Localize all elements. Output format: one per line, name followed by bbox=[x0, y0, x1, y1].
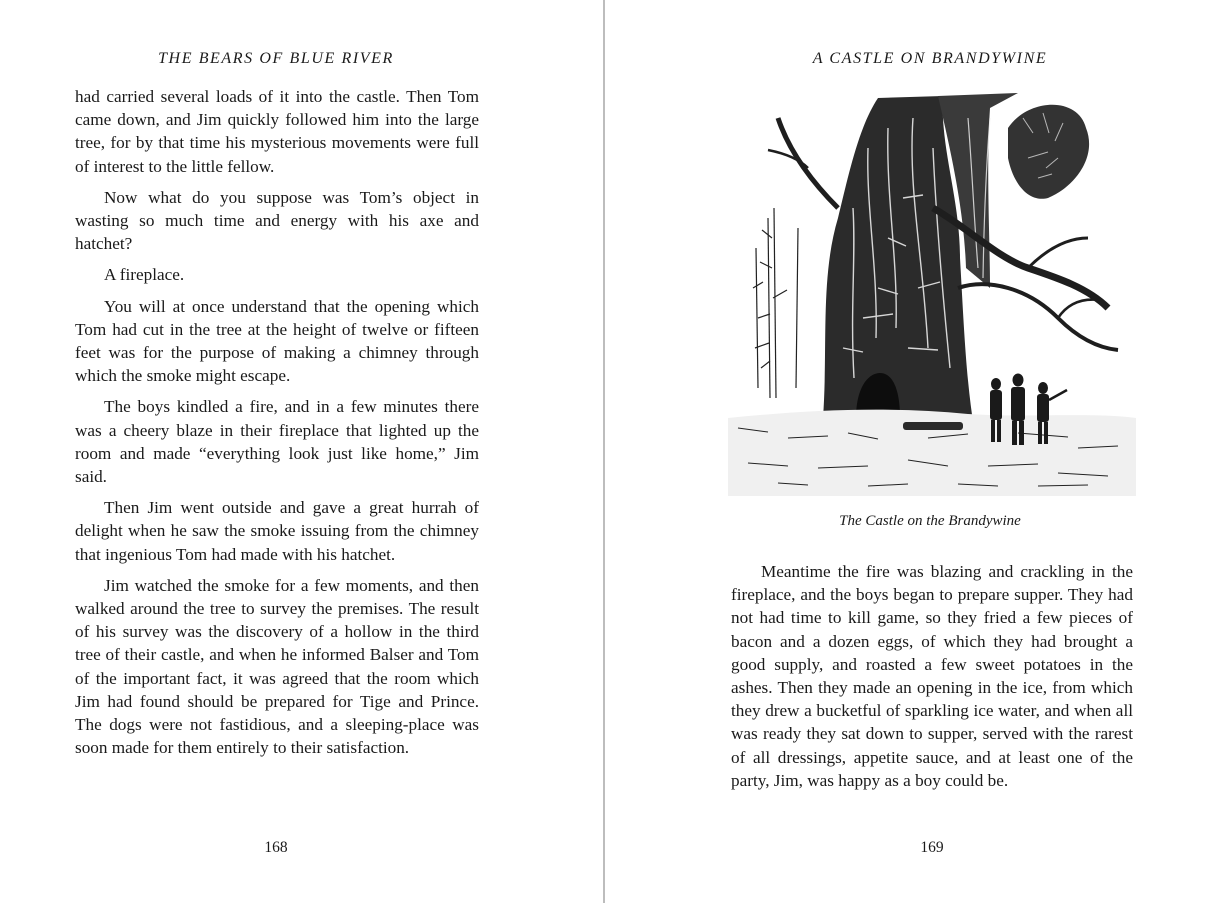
left-text-block bbox=[75, 85, 479, 767]
paragraph: You will at once understand that the opening which Tom had cut in the tree at the height of twelve or fifteen feet was for the purpose of making a chimney through which the smoke might escape. bbox=[75, 296, 479, 386]
paragraph: had carried several loads of it into the castle. Then Tom came down, and Jim quickly followed him into the large tree, for by that time his mysterious movements were full of interest to the little fellow. bbox=[75, 87, 479, 176]
tree-castle-illustration bbox=[728, 88, 1136, 496]
paragraph: Meantime the fire was blazing and crackling in the fireplace, and the boys began to prepare supper. They had not had time to kill game, so they fried a few pieces of bacon and a dozen eggs, of which they had brought a good supply, and roasted a few sweet potatoes in the ashes. Then they made an opening in the ice, from which they drew a bucketful of sparkling ice water, and when all was ready they sat down to supper, served with the rarest of all dressings, appetite sauce, and at least one of the party, Jim, was happy as a boy could be. bbox=[731, 562, 1133, 790]
paragraph: Jim watched the smoke for a few moments, and then walked around the tree to survey the premises. The result of his survey was the discovery of a hollow in the third tree of their castle, and when he informed Balser and Tom of the important fact, it was agreed that the room which Jim had found should be prepared for Tige and Prince. The dogs were not fastidious, and a sleeping-place was soon made for them entirely to their satisfaction. bbox=[75, 575, 479, 758]
right-page-number: 169 bbox=[920, 839, 944, 856]
left-running-head: THE BEARS OF BLUE RIVER bbox=[158, 50, 394, 67]
right-page bbox=[605, 0, 1205, 903]
paragraph: A fireplace. bbox=[104, 265, 185, 285]
paragraph: Now what do you suppose was Tom’s object in wasting so much time and energy with his axe and hatchet? bbox=[75, 187, 479, 254]
paragraph: Then Jim went outside and gave a great hurrah of delight when he saw the smoke issuing from the chimney that ingenious Tom had made with his hatchet. bbox=[75, 498, 479, 564]
right-text-block bbox=[731, 560, 1133, 800]
left-page-number: 168 bbox=[264, 839, 288, 856]
illustration-caption: The Castle on the Brandywine bbox=[839, 513, 1021, 529]
right-running-head: A CASTLE ON BRANDYWINE bbox=[812, 50, 1048, 67]
illustration-drawing bbox=[728, 88, 1136, 496]
paragraph: The boys kindled a fire, and in a few minutes there was a cheery blaze in their fireplace that lighted up the room and made “everything look just like home,” Jim said. bbox=[75, 397, 479, 487]
